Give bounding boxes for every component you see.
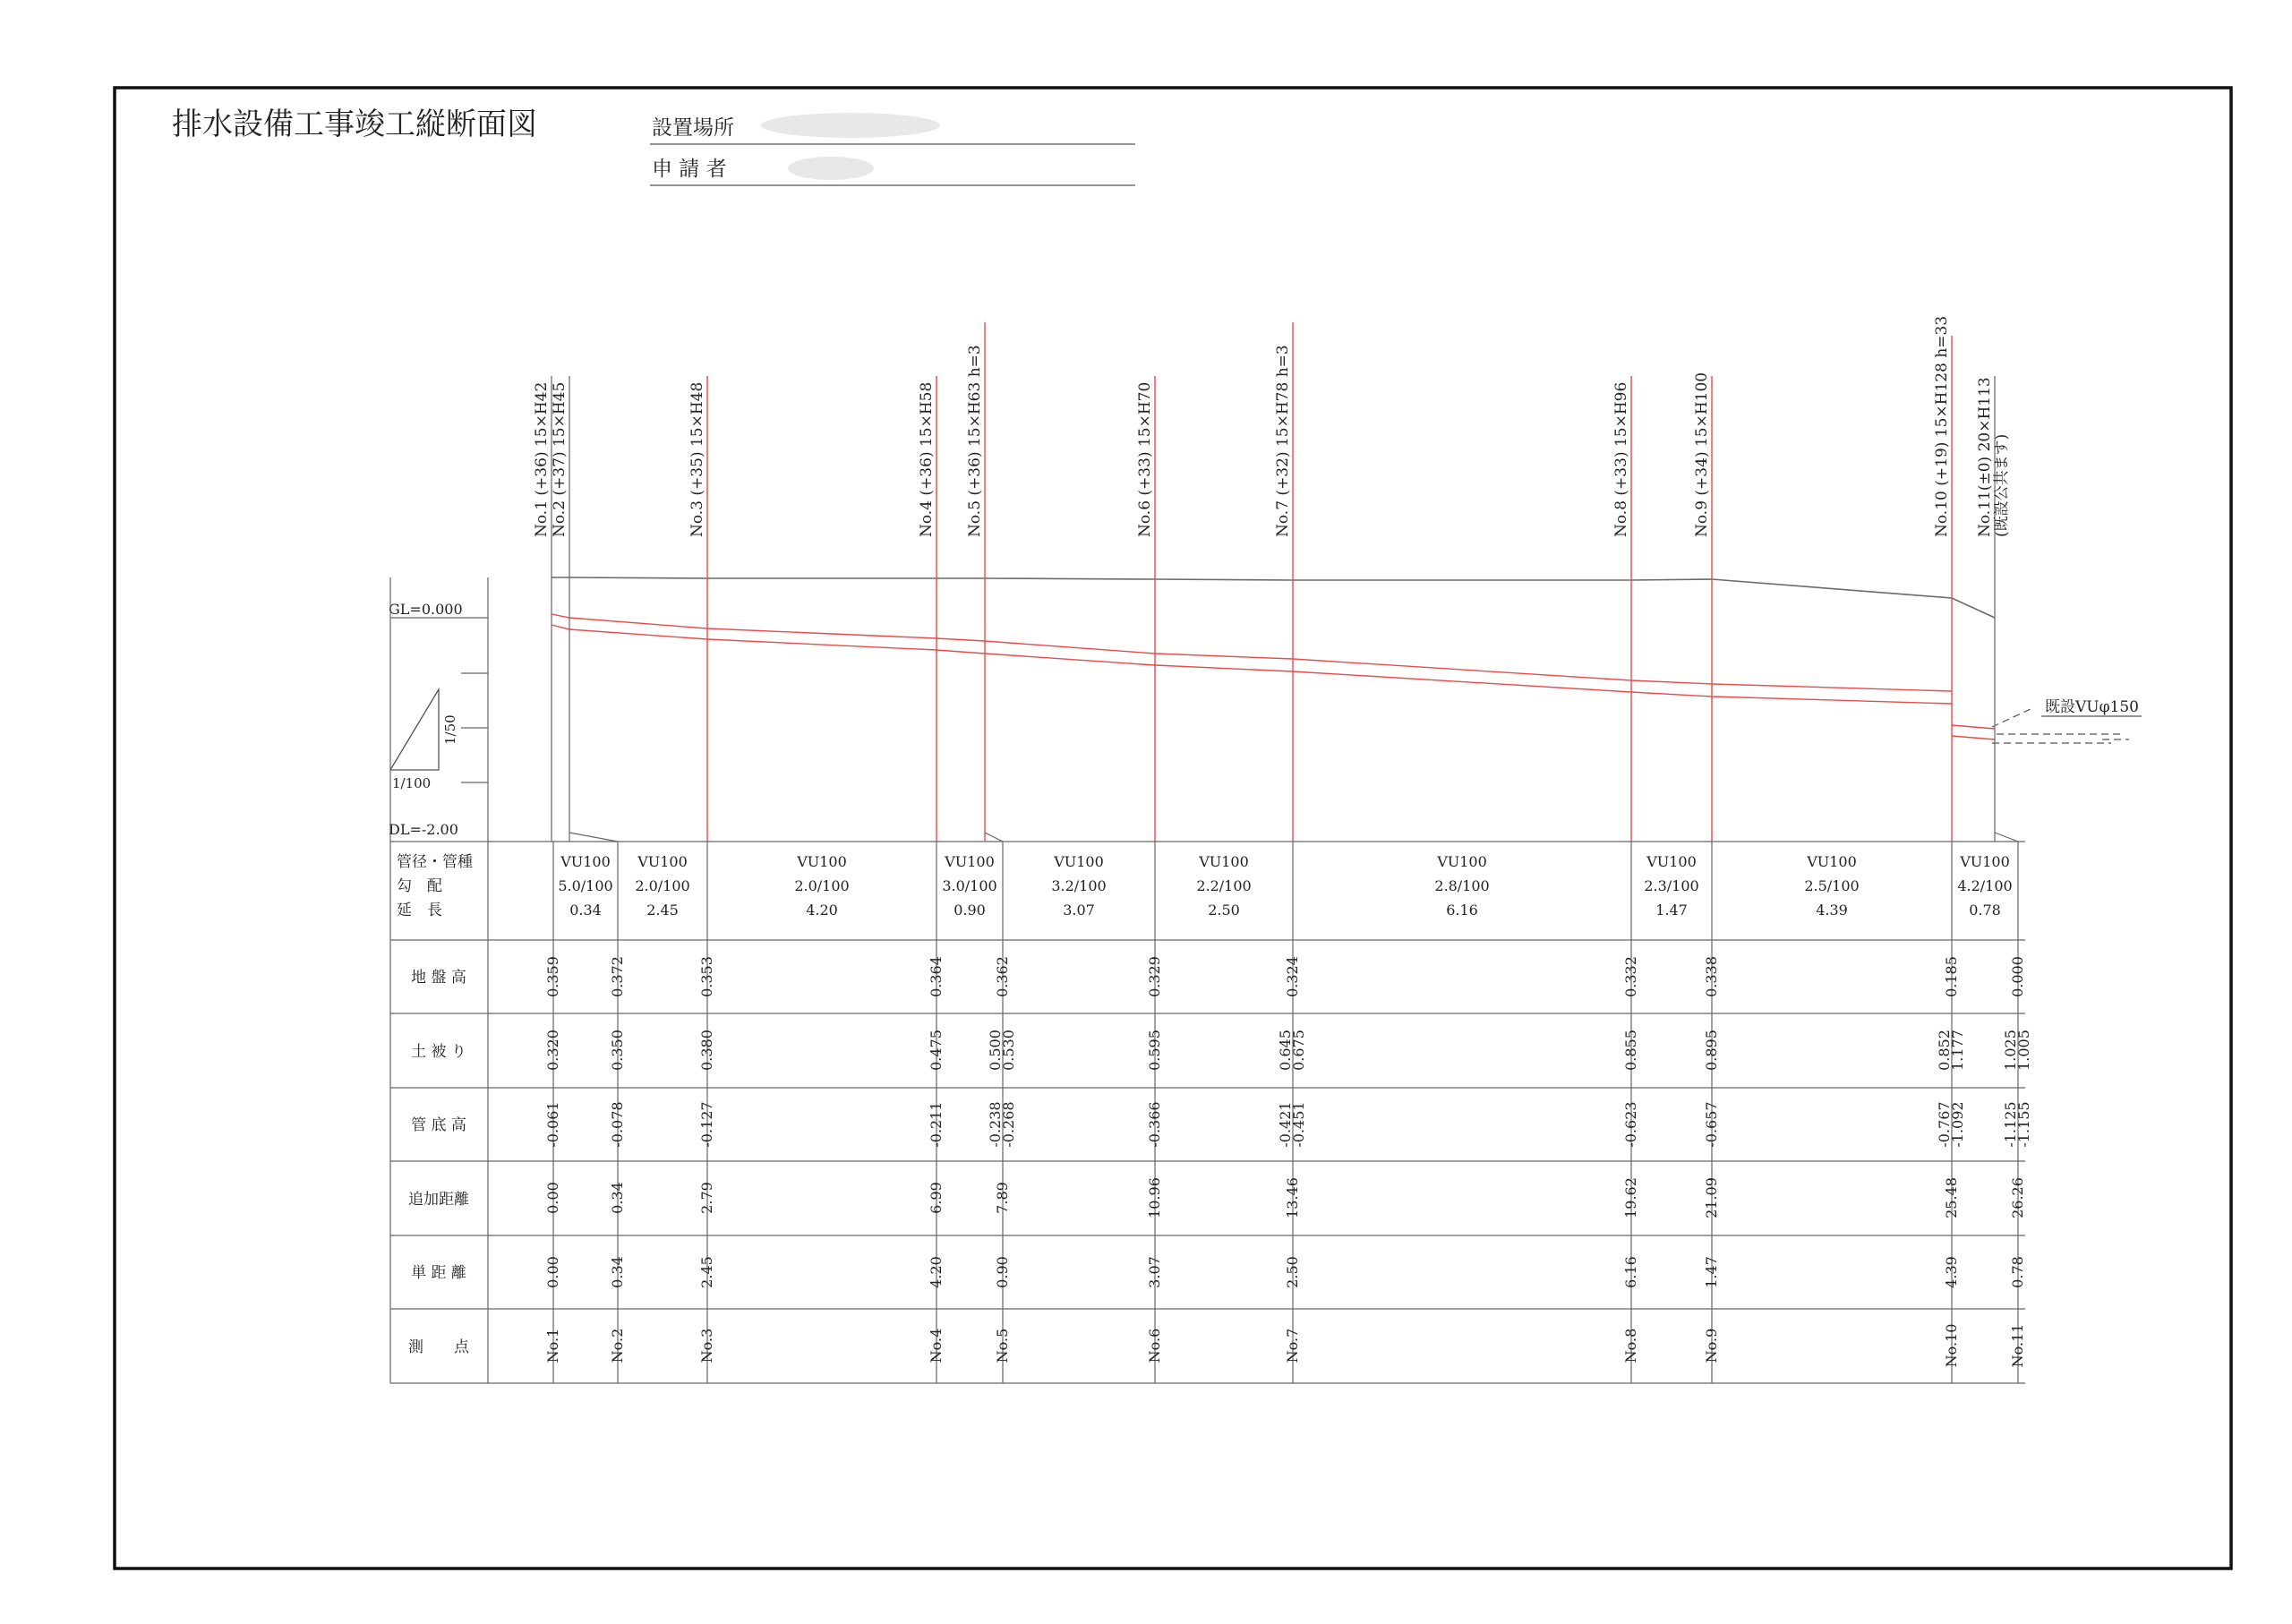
row-label-single-distance: 単 距 離 xyxy=(411,1264,466,1282)
table-cell-value: 7.89 xyxy=(994,1182,1011,1214)
table-cell-value: 0.320 xyxy=(544,1030,561,1071)
segment-slope: 2.8/100 xyxy=(1434,877,1490,894)
table-cell-value: 0.895 xyxy=(1703,1030,1720,1071)
segment-slope: 2.2/100 xyxy=(1196,877,1252,894)
table-cell-value: No.8 xyxy=(1622,1328,1639,1363)
segment-length: 2.50 xyxy=(1208,902,1240,919)
applicant-label: 申 請 者 xyxy=(652,158,727,181)
table-cell-value: No.5 xyxy=(994,1328,1011,1363)
station-label: No.11(±0) 20×H113 xyxy=(1976,377,1994,537)
table-cell-value: 0.675 xyxy=(1290,1030,1307,1071)
table-cell-value: 4.20 xyxy=(928,1256,945,1288)
existing-pipe-label: 既設VUφ150 xyxy=(2045,698,2139,716)
connector-line xyxy=(985,833,1003,842)
row-label-station: 測 点 xyxy=(408,1338,469,1356)
table-cell-value: No.9 xyxy=(1703,1328,1720,1363)
table-cell-value: 0.338 xyxy=(1703,956,1720,997)
segment-length: 1.47 xyxy=(1655,902,1688,919)
segment-length: 3.07 xyxy=(1063,902,1095,919)
profile-generated-elements xyxy=(533,316,2032,1383)
table-cell-value: 4.39 xyxy=(1943,1256,1960,1288)
table-cell-value: No.1 xyxy=(544,1328,561,1363)
gl-label: GL=0.000 xyxy=(389,601,463,618)
table-cell-value: 0.324 xyxy=(1284,956,1301,997)
table-cell-value: 0.332 xyxy=(1622,956,1639,997)
segment-length: 4.20 xyxy=(806,902,838,919)
segment-pipe-type: VU100 xyxy=(1646,853,1697,870)
table-cell-value: 1.177 xyxy=(1949,1030,1966,1071)
segment-length: 4.39 xyxy=(1816,902,1848,919)
station-label: No.10 (+19) 15×H128 h=33 xyxy=(1933,315,1951,537)
pipe-invert-line xyxy=(552,625,1952,704)
segment-length: 0.78 xyxy=(1969,902,2001,919)
table-cell-value: -0.061 xyxy=(544,1101,561,1148)
table-cell-value: 0.380 xyxy=(698,1030,715,1071)
table-cell-value: 21.09 xyxy=(1703,1177,1720,1218)
table-cell-value: 0.90 xyxy=(994,1256,1011,1288)
pipe-outfall-line xyxy=(1952,725,1995,739)
table-cell-value: -0.366 xyxy=(1146,1101,1163,1148)
table-cell-value: No.10 xyxy=(1943,1323,1960,1368)
table-cell-value: 0.34 xyxy=(609,1256,626,1288)
segment-pipe-type: VU100 xyxy=(1199,853,1249,870)
table-cell-value: 0.78 xyxy=(2009,1256,2026,1288)
table-cell-value: 0.362 xyxy=(994,956,1011,997)
table-cell-value: 1.025 xyxy=(2002,1030,2019,1071)
row-label-ground-height: 地 盤 高 xyxy=(411,969,466,987)
pipe-crown-line xyxy=(552,614,1952,691)
table-cell-value: 0.000 xyxy=(2009,956,2026,997)
table-cell-value: 2.45 xyxy=(698,1256,715,1288)
segment-pipe-type: VU100 xyxy=(637,853,688,870)
segment-slope: 2.5/100 xyxy=(1804,877,1860,894)
slope-triangle xyxy=(390,689,439,770)
table-cell-value: 0.34 xyxy=(609,1182,626,1214)
table-cell-value: -0.078 xyxy=(609,1101,626,1148)
table-cell-value: -0.451 xyxy=(1290,1101,1307,1148)
station-label: No.6 (+33) 15×H70 xyxy=(1136,381,1154,537)
table-cell-value: -0.127 xyxy=(698,1101,715,1148)
table-cell-value: 3.07 xyxy=(1146,1256,1163,1288)
table-cell-value: 6.99 xyxy=(928,1182,945,1214)
table-cell-value: 0.00 xyxy=(544,1256,561,1288)
table-cell-value: -1.092 xyxy=(1949,1101,1966,1148)
segment-pipe-type: VU100 xyxy=(1054,853,1104,870)
table-cell-value: -0.238 xyxy=(987,1101,1004,1148)
segment-slope: 5.0/100 xyxy=(558,877,613,894)
table-cell-value: -0.268 xyxy=(1000,1101,1017,1148)
table-cell-value: 0.353 xyxy=(698,956,715,997)
table-cell-value: 10.96 xyxy=(1146,1177,1163,1218)
table-cell-value: 6.16 xyxy=(1622,1256,1639,1288)
segment-length: 6.16 xyxy=(1446,902,1478,919)
table-cell-value: 0.350 xyxy=(609,1030,626,1071)
table-cell-value: 0.359 xyxy=(544,956,561,997)
segment-slope: 3.2/100 xyxy=(1051,877,1107,894)
table-cell-value: -1.125 xyxy=(2002,1101,2019,1148)
table-cell-value: No.11 xyxy=(2009,1323,2026,1368)
table-cell-value: No.4 xyxy=(928,1328,945,1363)
table-cell-value: 13.46 xyxy=(1284,1177,1301,1218)
table-cell-value: 0.595 xyxy=(1146,1030,1163,1071)
table-cell-value: 0.852 xyxy=(1936,1030,1953,1071)
segment-length: 0.34 xyxy=(569,902,602,919)
station-label: No.5 (+36) 15×H63 h=3 xyxy=(966,345,984,537)
segment-pipe-type: VU100 xyxy=(560,853,611,870)
drawing-title: 排水設備工事竣工縦断面図 xyxy=(172,107,537,142)
segment-length: 2.45 xyxy=(646,902,679,919)
table-cell-value: 19.62 xyxy=(1622,1177,1639,1218)
pipe-type-header: 管径・管種 xyxy=(397,853,473,871)
table-cell-value: -0.657 xyxy=(1703,1101,1720,1148)
table-cell-value: 26.26 xyxy=(2009,1177,2026,1218)
dl-label: DL=-2.00 xyxy=(389,821,458,838)
segment-slope: 2.0/100 xyxy=(794,877,850,894)
segment-pipe-type: VU100 xyxy=(1960,853,2010,870)
ground-profile-line xyxy=(552,577,1995,618)
table-cell-value: 1.005 xyxy=(2015,1030,2032,1071)
slope-vertical-label: 1/50 xyxy=(442,714,458,745)
table-cell-value: No.6 xyxy=(1146,1328,1163,1363)
segment-pipe-type: VU100 xyxy=(1807,853,1857,870)
table-cell-value: 0.530 xyxy=(1000,1030,1017,1071)
table-cell-value: -1.155 xyxy=(2015,1101,2032,1148)
table-cell-value: 25.48 xyxy=(1943,1177,1960,1218)
connector-line xyxy=(1995,833,2018,842)
redacted-applicant xyxy=(788,157,874,180)
table-cell-value: 0.645 xyxy=(1277,1030,1294,1071)
table-cell-value: No.3 xyxy=(698,1328,715,1363)
row-label-invert: 管 底 高 xyxy=(411,1116,466,1134)
slope-horizontal-label: 1/100 xyxy=(392,775,432,791)
station-label: No.3 (+35) 15×H48 xyxy=(688,381,706,537)
table-cell-value: 2.79 xyxy=(698,1182,715,1214)
segment-length: 0.90 xyxy=(954,902,986,919)
segment-slope: 4.2/100 xyxy=(1957,877,2013,894)
segment-pipe-type: VU100 xyxy=(797,853,847,870)
row-label-cumulative-distance: 追加距離 xyxy=(408,1191,469,1209)
station-label: No.2 (+37) 15×H45 xyxy=(551,381,569,537)
segment-pipe-type: VU100 xyxy=(945,853,995,870)
station-sublabel: (既設公共ます) xyxy=(1993,433,2011,537)
table-cell-value: 0.364 xyxy=(928,956,945,997)
table-cell-value: 1.47 xyxy=(1703,1256,1720,1288)
location-label: 設置場所 xyxy=(652,116,734,140)
station-label: No.9 (+34) 15×H100 xyxy=(1693,372,1711,537)
table-cell-value: -0.421 xyxy=(1277,1101,1294,1148)
segment-slope: 3.0/100 xyxy=(942,877,997,894)
slope-header: 勾 配 xyxy=(397,877,442,895)
table-cell-value: -0.211 xyxy=(928,1101,945,1148)
table-cell-value: 2.50 xyxy=(1284,1256,1301,1288)
segment-slope: 2.0/100 xyxy=(635,877,690,894)
table-cell-value: 0.185 xyxy=(1943,956,1960,997)
station-label: No.7 (+32) 15×H78 h=3 xyxy=(1274,345,1292,537)
station-label: No.8 (+33) 15×H96 xyxy=(1612,381,1630,537)
table-cell-value: 0.855 xyxy=(1622,1030,1639,1071)
table-cell-value: 0.329 xyxy=(1146,956,1163,997)
connector-line xyxy=(569,833,618,842)
length-header: 延 長 xyxy=(397,902,442,919)
table-cell-value: 0.500 xyxy=(987,1030,1004,1071)
segment-pipe-type: VU100 xyxy=(1437,853,1487,870)
table-cell-value: 0.00 xyxy=(544,1182,561,1214)
station-label: No.4 (+36) 15×H58 xyxy=(918,381,936,537)
station-label: No.1 (+36) 15×H42 xyxy=(533,381,551,537)
table-cell-value: -0.623 xyxy=(1622,1101,1639,1148)
table-cell-value: No.7 xyxy=(1284,1328,1301,1363)
table-cell-value: 0.372 xyxy=(609,956,626,997)
redacted-location xyxy=(761,113,940,138)
row-label-cover: 土 被 り xyxy=(411,1043,466,1061)
segment-slope: 2.3/100 xyxy=(1644,877,1699,894)
table-cell-value: 0.475 xyxy=(928,1030,945,1071)
table-cell-value: -0.767 xyxy=(1936,1101,1953,1148)
table-cell-value: No.2 xyxy=(609,1328,626,1363)
